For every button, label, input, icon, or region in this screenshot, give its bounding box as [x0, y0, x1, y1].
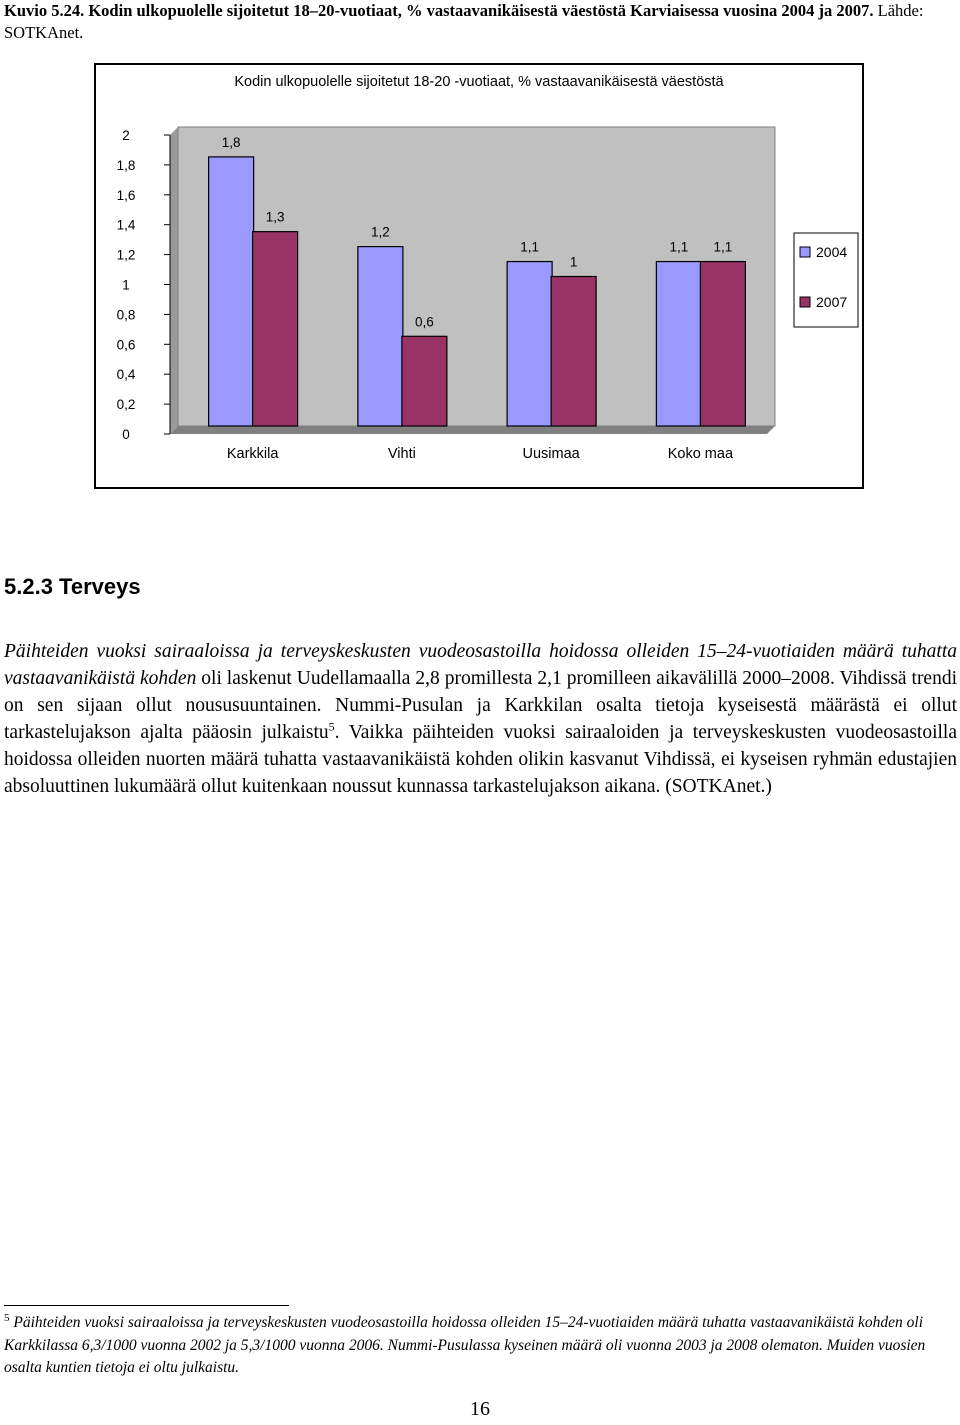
- y-tick-label: 0,4: [116, 367, 136, 383]
- data-label: 1,1: [520, 239, 540, 255]
- body-paragraph: [4, 638, 957, 800]
- caption-source: Lähde: SOTKAnet.: [4, 1, 924, 42]
- legend-swatch-2004: [800, 247, 810, 257]
- y-tick-label: 0: [122, 427, 130, 442]
- footnote: [4, 1312, 957, 1380]
- footnote-reference: 5: [328, 719, 335, 734]
- category-label: Karkkila: [226, 446, 279, 462]
- body-text: [4, 638, 957, 800]
- y-tick-label: 1,2: [116, 247, 136, 263]
- data-label: 1: [569, 254, 578, 270]
- page-number: 16: [470, 1398, 490, 1420]
- data-label: 1,1: [713, 239, 733, 255]
- body-text-end: . Vaikka päihteiden vuoksi sairaaloiden ja terveyskeskusten vuodeosastoilla hoidossa olleiden nuorten määrä tuhatta vastaavanikäistä kohden olikin kasvanut Vihdissä, ei kyseisen ryhmän edustajien absoluuttinen lukumäärä ollut kuitenkaan noussut kunnassa tarkastelujakson aikana. (SOTKAnet.): [4, 722, 957, 797]
- footnote-separator: [4, 1305, 289, 1306]
- y-tick-label: 1,8: [116, 157, 136, 173]
- footnote-marker: 5: [4, 1311, 10, 1324]
- bar-2007: [551, 277, 596, 427]
- category-label: Uusimaa: [522, 446, 580, 462]
- category-label: Vihti: [387, 446, 416, 462]
- legend-label: 2004: [816, 244, 848, 260]
- y-tick-label: 1: [122, 277, 130, 293]
- data-label: 1,8: [221, 134, 241, 150]
- data-label: 1,2: [370, 224, 390, 240]
- y-tick-label: 0,8: [116, 307, 136, 323]
- legend-swatch-2007: [800, 297, 810, 307]
- chart-title: Kodin ulkopuolelle sijoitetut 18-20 -vuotiaat, % vastaavanikäisestä väestöstä: [234, 74, 724, 90]
- bar-2007: [402, 336, 447, 426]
- footnote-text: Päihteiden vuoksi sairaaloissa ja terveyskeskusten vuodeosastoilla hoidossa olleiden 15–24-vuotiaiden määrä tuhatta vastaavanikäistä kohden oli Karkkilassa 6,3/1000 vuonna 2002 ja 5,3/1000 vuonna 2006. Nummi-Pusulassa kyseinen määrä oli vuonna 2003 ja 2008 olematon. Muiden vuosien osalta kuntien tietoja ei oltu julkaistu.: [4, 1314, 926, 1376]
- y-tick-label: 1,6: [116, 187, 136, 203]
- chart-svg: [94, 63, 864, 489]
- figure-caption: [4, 0, 956, 44]
- category-label: Koko maa: [667, 446, 734, 462]
- bar-2004: [656, 262, 701, 426]
- y-tick-label: 2: [122, 128, 130, 143]
- y-tick-label: 0,2: [116, 397, 136, 413]
- plot-side-wall: [170, 127, 178, 434]
- bar-2004: [358, 247, 403, 426]
- bar-2007: [700, 262, 745, 426]
- data-label: 0,6: [414, 314, 434, 330]
- legend-label: 2007: [816, 294, 848, 310]
- data-label: 1,1: [669, 239, 689, 255]
- y-tick-label: 1,4: [116, 217, 136, 233]
- data-label: 1,3: [265, 209, 285, 225]
- section-heading: 5.2.3 Terveys: [4, 574, 141, 599]
- y-tick-label: 0,6: [116, 337, 136, 353]
- caption-label: Kuvio 5.24. Kodin ulkopuolelle sijoitetut 18–20-vuotiaat, % vastaavanikäisestä väestöstä Karviaisessa vuosina 2004 ja 2007.: [4, 1, 874, 20]
- plot-floor: [170, 426, 775, 434]
- body-italic-phrase: Päihteiden vuoksi sairaaloissa ja terveyskeskusten vuodeosastoilla hoidossa olleiden 15–24-vuotiaiden määrä tuhatta vastaavanikäistä kohden: [4, 641, 957, 689]
- bar-2004: [209, 157, 254, 426]
- bar-2007: [253, 232, 298, 426]
- body-text-part: oli laskenut Uudellamaalla 2,8 promillesta 2,1 promilleen aikavälillä 2000–2008. Vihdissä trendi on sen sijaan ollut noususuuntainen. Nummi-Pusulan ja Karkkilan osalta tietoja kyseisestä määrästä ei ollut tarkastelujakson ajalta pääosin julkaistu: [4, 668, 958, 743]
- chart: [94, 63, 864, 489]
- bar-2004: [507, 262, 552, 426]
